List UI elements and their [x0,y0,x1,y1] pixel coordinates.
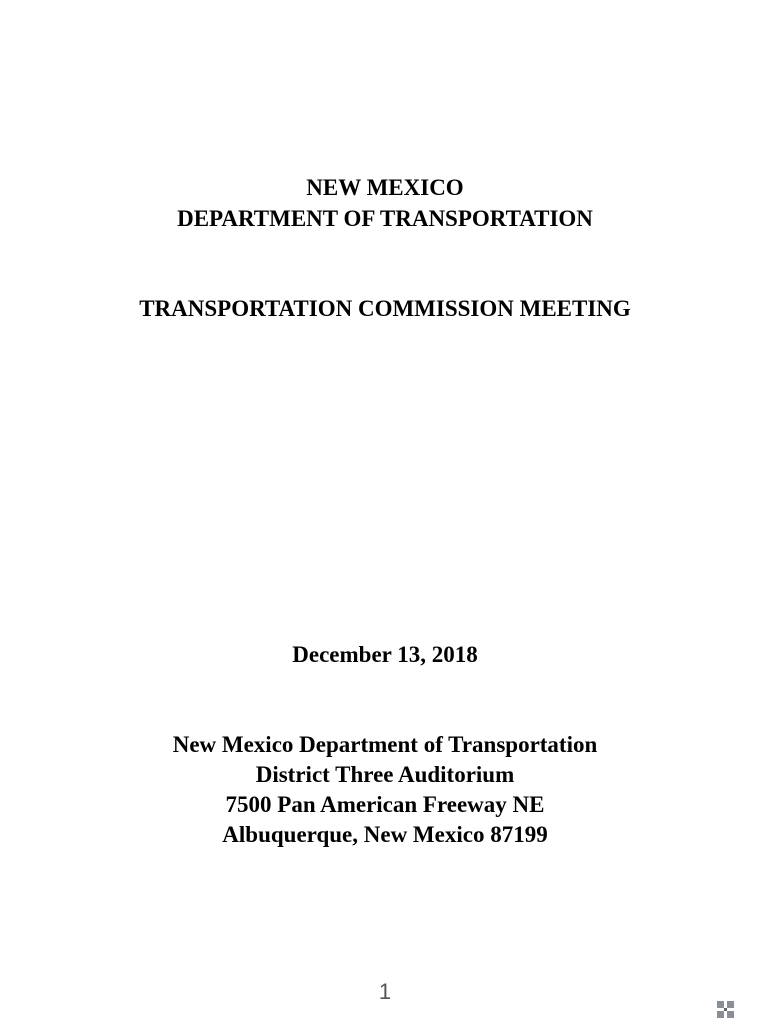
location-city: Albuquerque, New Mexico 87199 [222,822,548,847]
meeting-date: December 13, 2018 [292,642,478,667]
meeting-title: TRANSPORTATION COMMISSION MEETING [139,296,631,321]
page-number: 1 [378,979,392,1004]
location-organization: New Mexico Department of Transportation [172,732,598,757]
header-line-department: DEPARTMENT OF TRANSPORTATION [177,206,593,231]
location-venue: District Three Auditorium [255,762,515,787]
grid-logo-icon [716,1000,736,1020]
location-street: 7500 Pan American Freeway NE [225,792,545,817]
header-line-state: NEW MEXICO [306,175,464,200]
